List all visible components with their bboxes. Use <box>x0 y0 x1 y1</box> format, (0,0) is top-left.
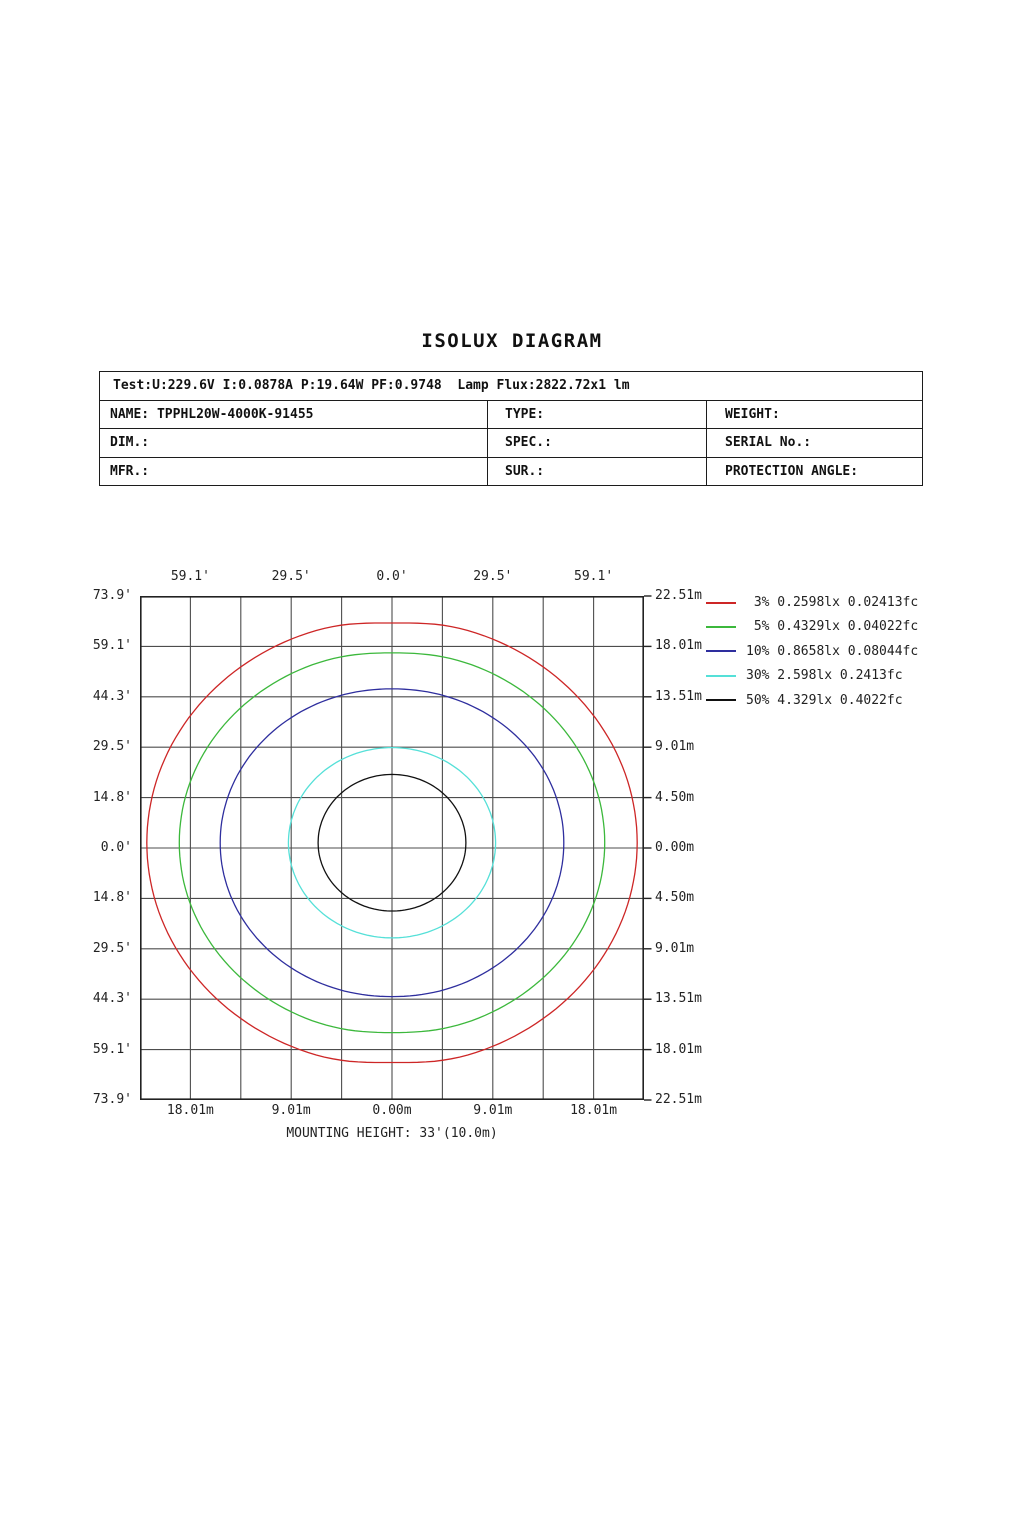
y-axis-right-label: 4.50m <box>655 890 695 906</box>
mfr-cell: MFR.: <box>100 457 488 486</box>
sur-cell: SUR.: <box>488 457 707 486</box>
x-axis-top-label: 29.5' <box>473 569 513 584</box>
x-axis-bottom-label: 9.01m <box>473 1103 513 1118</box>
legend-label-50pct: 50% 4.329lx 0.4022fc <box>746 692 903 708</box>
y-axis-right-label: 4.50m <box>655 789 695 805</box>
x-axis-top-label: 0.0' <box>376 569 408 584</box>
y-axis-right-label: 22.51m <box>655 588 702 603</box>
y-axis-right-label: 9.01m <box>655 940 695 956</box>
spec-cell: SPEC.: <box>488 429 707 458</box>
x-axis-top-label: 59.1' <box>574 569 614 584</box>
x-axis-bottom-label: 9.01m <box>271 1103 311 1118</box>
page-title: ISOLUX DIAGRAM <box>421 330 603 352</box>
mounting-height-label: MOUNTING HEIGHT: 33'(10.0m) <box>286 1126 498 1141</box>
y-axis-right-label: 18.01m <box>655 638 702 654</box>
y-axis-left-label: 44.3' <box>92 991 132 1007</box>
weight-cell: WEIGHT: <box>707 400 923 429</box>
y-axis-right-label: 9.01m <box>655 739 695 755</box>
legend-entry-5pct <box>706 618 918 635</box>
type-cell: TYPE: <box>488 400 707 429</box>
y-axis-right-label: 13.51m <box>655 991 702 1007</box>
x-axis-bottom-label: 18.01m <box>570 1103 618 1118</box>
legend-entry-50pct <box>706 692 903 709</box>
protection-angle-cell: PROTECTION ANGLE: <box>707 457 923 486</box>
dim-cell: DIM.: <box>100 429 488 458</box>
y-axis-left-label: 59.1' <box>92 638 132 654</box>
legend-label-3pct: 3% 0.2598lx 0.02413fc <box>746 595 919 610</box>
y-axis-left-label: 29.5' <box>92 940 132 956</box>
legend-entry-10pct <box>706 643 918 660</box>
x-axis-top-label: 29.5' <box>271 569 311 584</box>
legend-label-30pct: 30% 2.598lx 0.2413fc <box>746 668 903 684</box>
isolux-plot-svg <box>140 596 656 1100</box>
legend-label-10pct: 10% 0.8658lx 0.08044fc <box>746 643 919 659</box>
x-axis-bottom-label: 0.00m <box>372 1103 412 1118</box>
legend-label-5pct: 5% 0.4329lx 0.04022fc <box>746 619 919 635</box>
name-cell: NAME: TPPHL20W-4000K-91455 <box>100 400 488 429</box>
test-summary-cell: Test:U:229.6V I:0.0878A P:19.64W PF:0.9748 Lamp Flux:2822.72x1 lm <box>100 372 923 401</box>
x-axis-bottom-label: 18.01m <box>166 1103 214 1118</box>
y-axis-left-label: 14.8' <box>92 789 132 805</box>
y-axis-left-label: 29.5' <box>92 739 132 755</box>
legend-swatch-30pct <box>706 675 736 677</box>
y-axis-right-label: 22.51m <box>655 1092 702 1107</box>
x-axis-top-label: 59.1' <box>170 569 210 584</box>
serial-no-cell: SERIAL No.: <box>707 429 923 458</box>
y-axis-right-label: 13.51m <box>655 688 702 704</box>
y-axis-right-label: 0.00m <box>655 840 695 855</box>
y-axis-left-label: 0.0' <box>100 840 132 855</box>
y-axis-left-label: 73.9' <box>92 588 132 603</box>
y-axis-left-label: 73.9' <box>92 1092 132 1107</box>
legend-entry-3pct <box>706 594 918 611</box>
y-axis-left-label: 59.1' <box>92 1041 132 1057</box>
y-axis-left-label: 14.8' <box>92 890 132 906</box>
legend-entry-30pct <box>706 667 903 684</box>
legend-swatch-5pct <box>706 626 736 628</box>
y-axis-right-label: 18.01m <box>655 1041 702 1057</box>
y-axis-left-label: 44.3' <box>92 688 132 704</box>
